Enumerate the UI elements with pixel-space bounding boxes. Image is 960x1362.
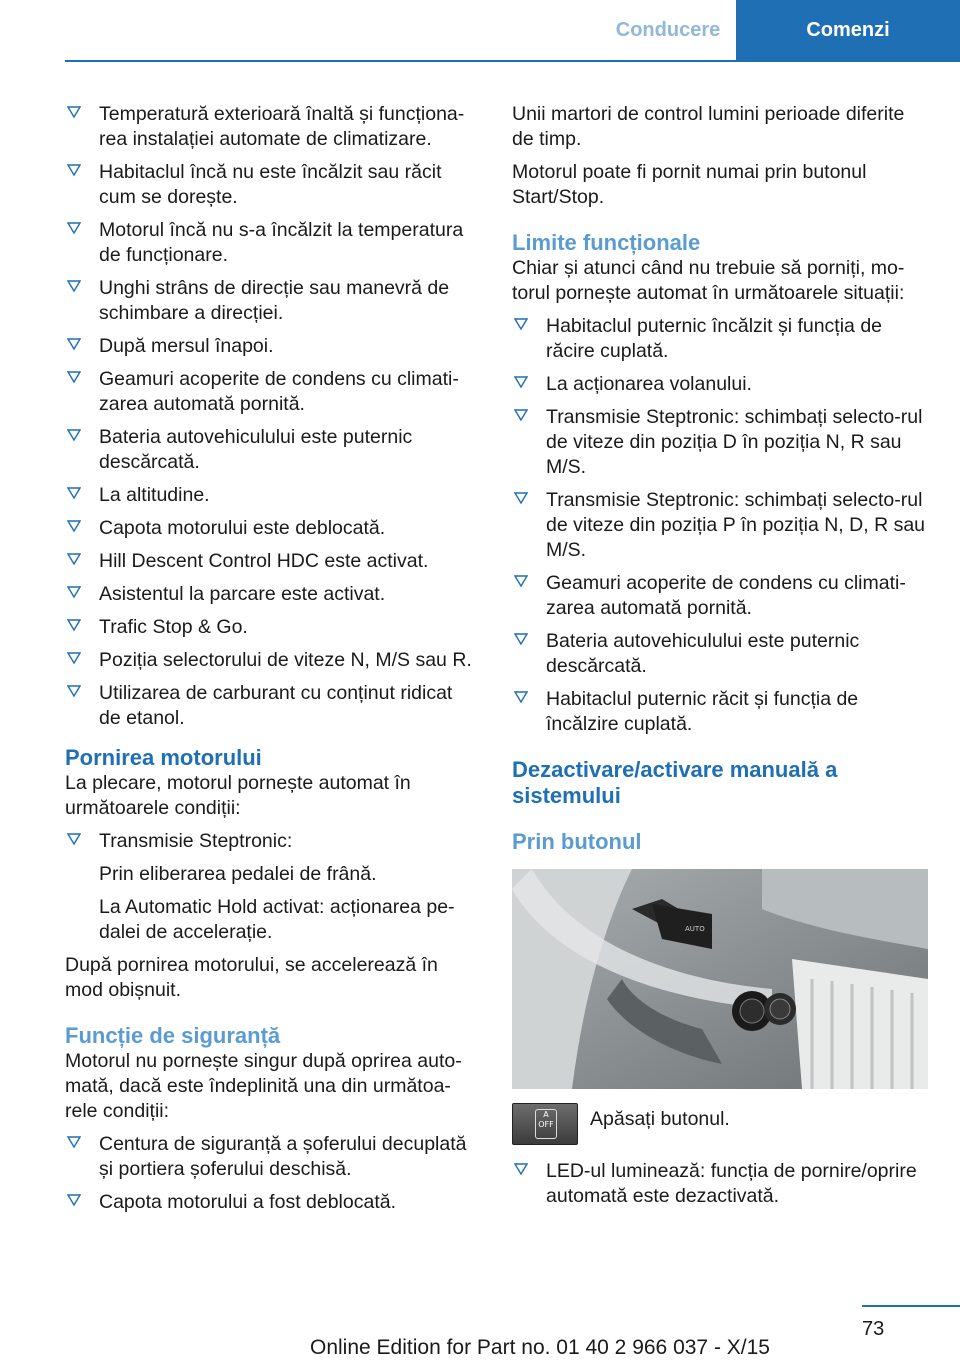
list-item — [65, 425, 477, 475]
triangle-bullet-icon — [67, 1193, 81, 1207]
triangle-bullet-icon — [67, 221, 81, 235]
triangle-bullet-icon — [67, 486, 81, 500]
list-item-text: După mersul înapoi. — [99, 335, 274, 357]
list-item — [512, 1159, 930, 1209]
triangle-bullet-icon — [514, 632, 528, 646]
list-item — [65, 615, 477, 640]
list-item — [65, 276, 477, 326]
list-item — [65, 648, 477, 673]
limite-intro: Chiar și atunci când nu trebuie să porniți, mo-torul pornește automat în următoarele situații: — [512, 257, 905, 304]
list-item-text: Geamuri acoperite de condens cu climati-zarea automată pornită. — [546, 572, 906, 619]
triangle-bullet-icon — [67, 585, 81, 599]
page-number: 73 — [862, 1318, 885, 1340]
auto-start-stop-off-button-icon — [512, 1103, 578, 1145]
triangle-bullet-icon — [514, 317, 528, 331]
list-item — [65, 1190, 477, 1215]
pornire-sub-1: Prin eliberarea pedalei de frână. — [99, 863, 377, 885]
edition-note: Online Edition for Part no. 01 40 2 966 037 - X/15 — [310, 1336, 770, 1359]
list-item — [65, 160, 477, 210]
list-item-text: La altitudine. — [99, 484, 210, 506]
press-button-row — [512, 1103, 930, 1145]
heading-functie-siguranta: Funcție de siguranță — [65, 1023, 281, 1048]
tab-comenzi[interactable]: Comenzi — [736, 0, 960, 61]
left-column — [65, 102, 477, 1223]
list-item — [65, 516, 477, 541]
list-item-text: Poziția selectorului de viteze N, M/S sau R. — [99, 649, 472, 671]
list-item — [65, 334, 477, 359]
triangle-bullet-icon — [67, 1135, 81, 1149]
list-item — [65, 102, 477, 152]
list-item — [512, 405, 930, 480]
list-item-text: Centura de siguranță a șoferului decuplată și portiera șoferului deschisă. — [99, 1133, 467, 1180]
list-item-text: Motorul încă nu s-a încălzit la temperatura de funcționare. — [99, 219, 464, 266]
tab-conducere[interactable]: Conducere — [600, 0, 736, 61]
pornire-intro: La plecare, motorul pornește automat în următoarele condiții: — [65, 772, 411, 819]
triangle-bullet-icon — [67, 428, 81, 442]
list-item — [65, 1132, 477, 1182]
list-item — [65, 681, 477, 731]
triangle-bullet-icon — [514, 375, 528, 389]
list-item-text: Asistentul la parcare este activat. — [99, 583, 386, 605]
triangle-bullet-icon — [514, 491, 528, 505]
triangle-bullet-icon — [67, 279, 81, 293]
triangle-bullet-icon — [67, 832, 81, 846]
list-item-text: Habitaclul puternic încălzit și funcția de răcire cuplată. — [546, 315, 883, 362]
triangle-bullet-icon — [67, 370, 81, 384]
list-item-text: Transmisie Steptronic: schimbați selecto-rul de viteze din poziția D în poziția N, R sau M/S. — [546, 406, 923, 478]
triangle-bullet-icon — [514, 574, 528, 588]
button-photo — [512, 869, 928, 1089]
list-item-text: Trafic Stop & Go. — [99, 616, 248, 638]
list-item — [512, 629, 930, 679]
list-item-text: Habitaclul încă nu este încălzit sau răcit cum se dorește. — [99, 161, 442, 208]
triangle-bullet-icon — [67, 105, 81, 119]
list-item-text: Transmisie Steptronic: schimbați selecto-rul de viteze din poziția P în poziția N, D, R sau M/S. — [546, 489, 926, 561]
triangle-bullet-icon — [514, 1162, 528, 1176]
header-divider — [65, 60, 960, 62]
list-item — [65, 549, 477, 574]
pornire-sub-2: La Automatic Hold activat: acționarea pe-dalei de accelerație. — [99, 896, 455, 943]
limite-list — [512, 314, 930, 737]
list-item-text: Capota motorului este deblocată. — [99, 517, 386, 539]
footer-divider — [862, 1305, 960, 1307]
list-item — [512, 314, 930, 364]
list-item-text: Unghi strâns de direcție sau manevră de schimbare a direcției. — [99, 277, 450, 324]
triangle-bullet-icon — [67, 337, 81, 351]
list-item — [65, 367, 477, 417]
triangle-bullet-icon — [67, 163, 81, 177]
triangle-bullet-icon — [67, 552, 81, 566]
list-item-text: Temperatură exterioară înaltă și funcționa-rea instalației automate de climatizare. — [99, 103, 465, 150]
heading-dezactivare: Dezactivare/activare manuală a sistemului — [512, 757, 838, 808]
list-item-text: Habitaclul puternic răcit și funcția de încălzire cuplată. — [546, 688, 859, 735]
list-item — [65, 582, 477, 607]
right-column — [512, 102, 930, 1217]
start-stop-paragraph: Motorul poate fi pornit numai prin butonul Start/Stop. — [512, 161, 867, 208]
martori-paragraph: Unii martori de control lumini perioade diferite de timp. — [512, 103, 905, 150]
header-tabs — [600, 0, 960, 61]
list-item — [512, 687, 930, 737]
list-item — [65, 483, 477, 508]
triangle-bullet-icon — [67, 519, 81, 533]
conditions-list — [65, 102, 477, 731]
triangle-bullet-icon — [67, 684, 81, 698]
list-item — [512, 372, 930, 397]
list-item — [512, 571, 930, 621]
triangle-bullet-icon — [67, 618, 81, 632]
list-item-text: LED-ul luminează: funcția de pornire/oprire automată este dezactivată. — [546, 1160, 917, 1207]
heading-pornirea-motorului: Pornirea motorului — [65, 745, 262, 770]
list-item-text: Geamuri acoperite de condens cu climati-zarea automată pornită. — [99, 368, 459, 415]
siguranta-intro: Motorul nu pornește singur după oprirea auto-mată, dacă este îndeplinită una din următoa-rele condiții: — [65, 1050, 462, 1122]
press-button-text: Apăsați butonul. — [590, 1108, 730, 1130]
triangle-bullet-icon — [67, 651, 81, 665]
list-item-text: Capota motorului a fost deblocată. — [99, 1191, 397, 1213]
list-item-text: Bateria autovehiculului este puternic descărcată. — [546, 630, 860, 677]
list-item-text: La acționarea volanului. — [546, 373, 752, 395]
list-item-text: Transmisie Steptronic: — [99, 830, 293, 852]
heading-limite-functionale: Limite funcționale — [512, 230, 701, 255]
list-item — [65, 218, 477, 268]
list-item — [65, 829, 477, 854]
triangle-bullet-icon — [514, 408, 528, 422]
heading-prin-butonul: Prin butonul — [512, 829, 642, 854]
triangle-bullet-icon — [514, 690, 528, 704]
list-item-text: Bateria autovehiculului este puternic descărcată. — [99, 426, 413, 473]
button-icon-label: A OFF — [535, 1109, 557, 1139]
stalk-label: AUTO — [685, 925, 705, 933]
list-item — [512, 488, 930, 563]
pornire-after: După pornirea motorului, se accelerează în mod obișnuit. — [65, 954, 438, 1001]
list-item-text: Utilizarea de carburant cu conținut ridicat de etanol. — [99, 682, 453, 729]
list-item-text: Hill Descent Control HDC este activat. — [99, 550, 429, 572]
siguranta-list — [65, 1132, 477, 1215]
